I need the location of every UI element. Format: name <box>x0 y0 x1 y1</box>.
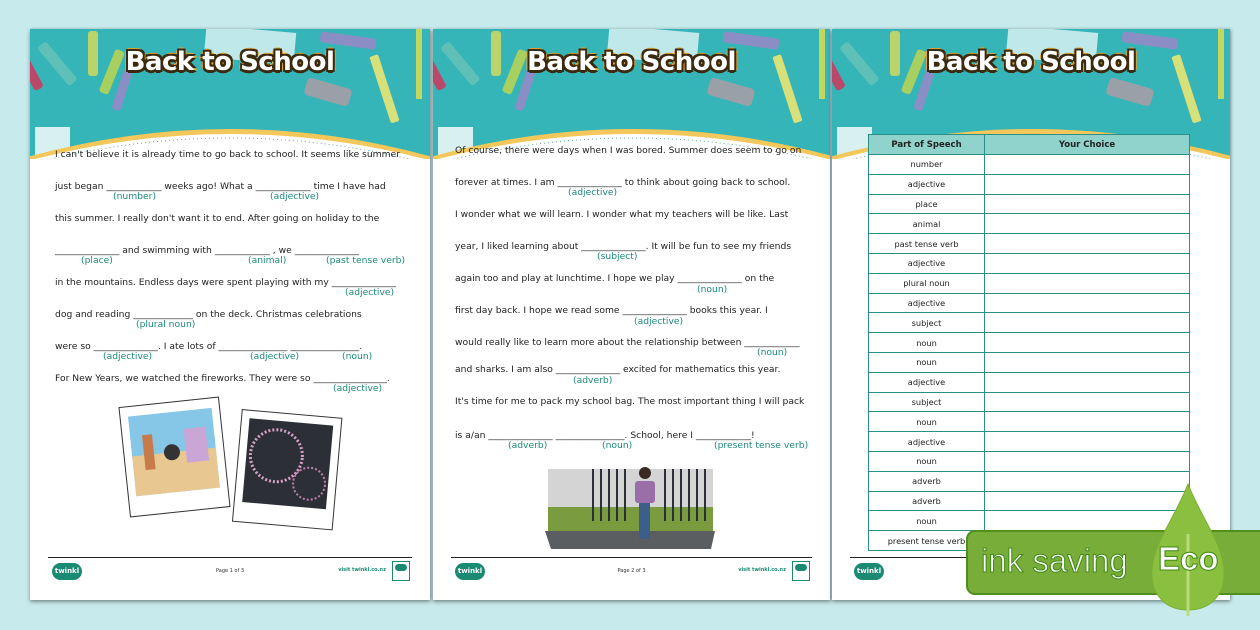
choice-cell[interactable] <box>985 155 1190 175</box>
word-hint: (noun) <box>602 440 633 451</box>
story-line: first day back. I hope we read some ______________ books this year. I <box>455 305 768 316</box>
word-hint: (adjective) <box>345 287 395 298</box>
part-of-speech-cell: adverb <box>869 491 985 511</box>
choice-cell[interactable] <box>985 313 1190 333</box>
table-row <box>869 511 1190 531</box>
column-header-your-choice: Your Choice <box>985 135 1190 155</box>
part-of-speech-cell: adjective <box>869 253 985 273</box>
worksheet-page-1 <box>30 29 430 600</box>
table-row <box>869 451 1190 471</box>
choice-cell[interactable] <box>985 214 1190 234</box>
table-row <box>869 392 1190 412</box>
table-row <box>869 155 1190 175</box>
header-banner <box>30 29 430 159</box>
story-line: It's time for me to pack my school bag. The most important thing I will pack <box>455 396 805 407</box>
part-of-speech-cell: noun <box>869 352 985 372</box>
story-line: would really like to learn more about the relationship between ____________ <box>455 337 800 348</box>
word-hint: (adverb) <box>508 440 548 451</box>
part-of-speech-cell: present tense verb <box>869 531 985 551</box>
table-row <box>869 352 1190 372</box>
word-hint: (noun) <box>342 351 373 362</box>
choice-cell[interactable] <box>985 194 1190 214</box>
parts-of-speech-table <box>868 134 1190 551</box>
part-of-speech-cell: plural noun <box>869 273 985 293</box>
word-hint: (plural noun) <box>136 319 196 330</box>
ink-saving-text: ink saving <box>981 542 1128 579</box>
word-hint: (adjective) <box>270 191 320 202</box>
table-row <box>869 273 1190 293</box>
part-of-speech-cell: adjective <box>869 432 985 452</box>
word-hint: (animal) <box>248 255 287 266</box>
twinkl-logo: twinkl <box>52 563 82 580</box>
word-hint: (past tense verb) <box>326 255 406 266</box>
table-row <box>869 293 1190 313</box>
table-row <box>869 214 1190 234</box>
page-footer <box>48 557 412 587</box>
word-hint: (adjective) <box>103 351 153 362</box>
table-row <box>869 491 1190 511</box>
page-footer <box>451 557 812 587</box>
story-line: year, I liked learning about ______________. It will be fun to see my friends <box>455 241 792 252</box>
part-of-speech-cell: past tense verb <box>869 234 985 254</box>
word-hint: (adjective) <box>634 316 684 327</box>
table-row <box>869 253 1190 273</box>
story-line: and sharks. I am also ______________ excited for mathematics this year. <box>455 364 781 375</box>
story-line: this summer. I really don't want it to end. After going on holiday to the <box>55 213 380 224</box>
story-line: were so ______________. I ate lots of _______________ _______________. <box>55 341 363 352</box>
word-hint: (noun) <box>757 347 788 358</box>
word-hint: (subject) <box>597 251 638 262</box>
choice-cell[interactable] <box>985 372 1190 392</box>
story-line: in the mountains. Endless days were spent playing with my ______________ <box>55 277 397 288</box>
part-of-speech-cell: adverb <box>869 471 985 491</box>
table-row <box>869 313 1190 333</box>
table-row <box>869 412 1190 432</box>
eco-label: Eco <box>1158 540 1219 577</box>
word-hint: (adverb) <box>573 375 613 386</box>
choice-cell[interactable] <box>985 412 1190 432</box>
worksheet-title: Back to School <box>926 47 1136 77</box>
part-of-speech-cell: subject <box>869 392 985 412</box>
part-of-speech-cell: number <box>869 155 985 175</box>
choice-cell[interactable] <box>985 174 1190 194</box>
quality-badge-icon <box>392 561 410 581</box>
table-row <box>869 174 1190 194</box>
story-line: is a/an ______________ _______________. School, here I ____________! <box>455 430 755 441</box>
table-row <box>869 234 1190 254</box>
story-line: Of course, there were days when I was bored. Summer does seem to go on <box>455 145 802 156</box>
choice-cell[interactable] <box>985 253 1190 273</box>
table-row <box>869 194 1190 214</box>
twinkl-logo: twinkl <box>854 563 884 580</box>
part-of-speech-cell: noun <box>869 511 985 531</box>
choice-cell[interactable] <box>985 392 1190 412</box>
word-hint: (present tense verb) <box>714 440 809 451</box>
choice-cell[interactable] <box>985 432 1190 452</box>
word-hint: (place) <box>81 255 113 266</box>
page-number: Page 2 of 3 <box>617 568 646 574</box>
worksheet-page-2 <box>433 29 830 600</box>
worksheet-title: Back to School <box>527 47 736 77</box>
word-hint: (noun) <box>697 284 728 295</box>
table-row <box>869 471 1190 491</box>
story-line: just began ____________ weeks ago! What a ____________ time I have had <box>55 181 386 192</box>
choice-cell[interactable] <box>985 352 1190 372</box>
part-of-speech-cell: adjective <box>869 372 985 392</box>
table-row <box>869 372 1190 392</box>
story-line: forever at times. I am ______________ to think about going back to school. <box>455 177 791 188</box>
word-hint: (adjective) <box>250 351 300 362</box>
holiday-photos-illustration <box>115 392 355 552</box>
column-header-part-of-speech: Part of Speech <box>869 135 985 155</box>
part-of-speech-cell: noun <box>869 333 985 353</box>
part-of-speech-cell: place <box>869 194 985 214</box>
story-line: again too and play at lunchtime. I hope we play ______________ on the <box>455 273 775 284</box>
worksheet-title: Back to School <box>125 47 335 77</box>
school-gate-illustration <box>543 459 718 554</box>
story-line: I can't believe it is already time to go back to school. It seems like summer <box>55 149 400 160</box>
twinkl-logo: twinkl <box>455 563 485 580</box>
header-banner <box>433 29 830 159</box>
choice-cell[interactable] <box>985 273 1190 293</box>
part-of-speech-cell: animal <box>869 214 985 234</box>
choice-cell[interactable] <box>985 451 1190 471</box>
part-of-speech-cell: adjective <box>869 174 985 194</box>
story-line: For New Years, we watched the fireworks. They were so ________________. <box>55 373 390 384</box>
word-hint: (adjective) <box>568 187 618 198</box>
website-link[interactable]: visit twinkl.co.nz <box>338 567 386 573</box>
word-hint: (adjective) <box>333 383 383 394</box>
part-of-speech-cell: noun <box>869 412 985 432</box>
choice-cell[interactable] <box>985 234 1190 254</box>
website-link[interactable]: visit twinkl.co.nz <box>738 567 786 573</box>
page-number: Page 1 of 3 <box>215 568 245 574</box>
choice-cell[interactable] <box>985 293 1190 313</box>
part-of-speech-cell: subject <box>869 313 985 333</box>
story-line: ______________ and swimming with ____________ , we ______________ <box>55 245 360 256</box>
part-of-speech-cell: adjective <box>869 293 985 313</box>
quality-badge-icon <box>792 561 810 581</box>
table-row <box>869 333 1190 353</box>
story-line: dog and reading _____________ on the deck. Christmas celebrations <box>55 309 362 320</box>
word-hint: (number) <box>113 191 157 202</box>
table-row <box>869 432 1190 452</box>
choice-cell[interactable] <box>985 333 1190 353</box>
story-line: I wonder what we will learn. I wonder what my teachers will be like. Last <box>455 209 789 220</box>
part-of-speech-cell: noun <box>869 451 985 471</box>
